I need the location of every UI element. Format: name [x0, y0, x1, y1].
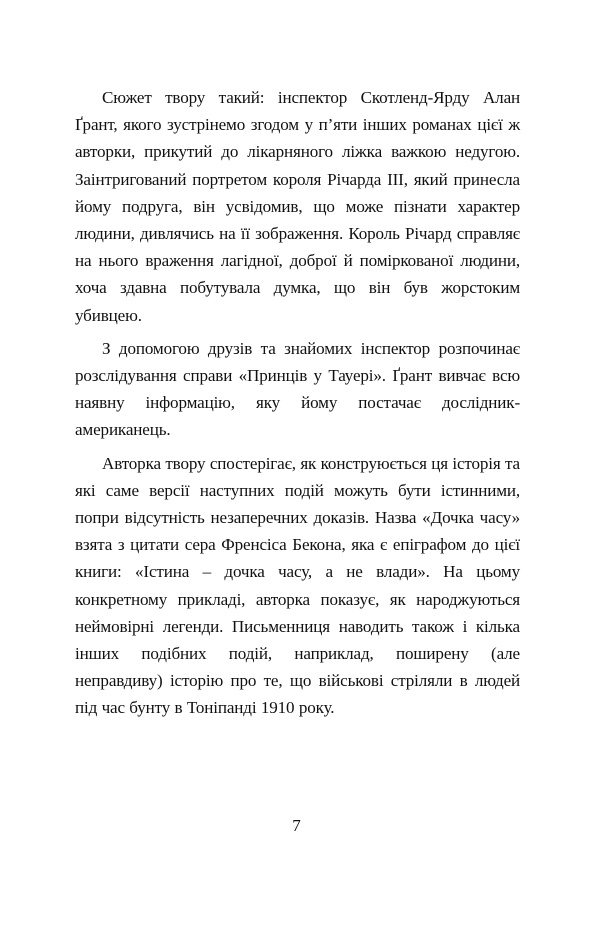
paragraph-author-analysis: Авторка твору спостерігає, як конструюється ця історія та які саме версії наступних подій можуть бути істинними, попри відсутність незаперечних доказів. Назва «Дочка часу» взята з цитати сера Френсіса Бекона, яка є епіграфом до цієї книги: «Істина – дочка часу, а не влади». На цьому конкретному прикладі, авторка показує, як народжуються неймовірні легенди. Письменниця наводить також і кілька інших подібних подій, наприклад, поширену (але неправдиву) історію про те, що військові стріляли в людей під час бунту в Тоніпанді 1910 року. — [75, 453, 520, 718]
body-text — [75, 84, 520, 728]
paragraph-investigation: З допомогою друзів та знайомих інспектор розпочинає розслідування справи «Принців у Тауері». Ґрант вивчає всю наявну інформацію, яку йому постачає дослідник-американець. — [75, 338, 520, 440]
page-number: 7 — [292, 816, 301, 835]
paragraph-plot: Сюжет твору такий: інспектор Скотленд-Ярду Алан Ґрант, якого зустрінемо згодом у п’яти інших романах цієї ж авторки, прикутий до лікарняного ліжка важкою недугою. Заінтригований портретом короля Річарда ІІІ, який принесла йому подруга, він усвідомив, що може пізнати характер людини, дивлячись на її зображення. Король Річард справляє на нього враження лагідної, доброї й поміркованої людини, хоча здавна побутувала думка, що він був жорстоким убивцею. — [75, 88, 520, 325]
